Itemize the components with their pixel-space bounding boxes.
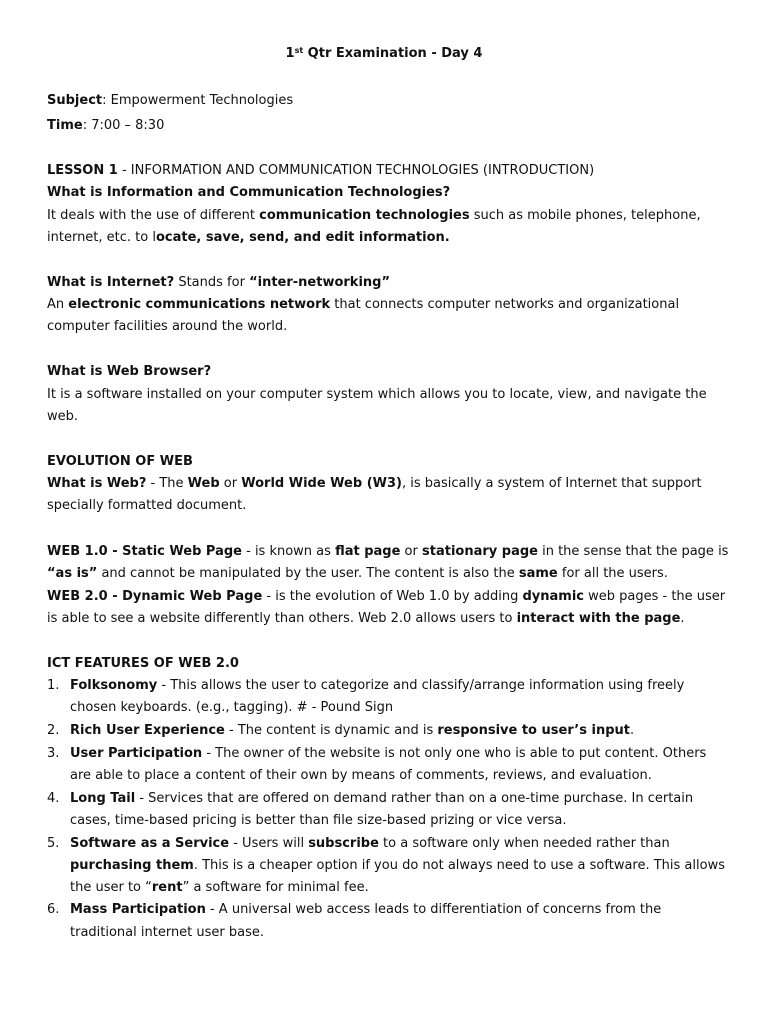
feature-saas-line-3: the user to “rent” a software for minimal fee. bbox=[70, 880, 369, 895]
internet-answer-line-2: computer facilities around the world. bbox=[47, 319, 288, 334]
list-number: 6. bbox=[47, 902, 60, 917]
internet-answer-line-1: An electronic communications network that connects computer networks and organizational bbox=[47, 297, 680, 312]
browser-question: What is Web Browser? bbox=[47, 364, 212, 379]
evolution-heading: EVOLUTION OF WEB bbox=[47, 454, 193, 469]
feature-participation-line-2: are able to place a content of their own by means of comments, reviews, and evaluation. bbox=[70, 768, 652, 783]
internet-question: What is Internet? Stands for “inter-networking” bbox=[47, 275, 390, 290]
feature-long-tail-line-1: Long Tail - Services that are offered on demand rather than on a one-time purchase. In certain bbox=[70, 791, 694, 806]
feature-mass-participation-line-1: Mass Participation - A universal web access leads to differentiation of concerns from the bbox=[70, 902, 662, 917]
feature-long-tail-line-2: cases, time-based pricing is better than file size-based prizing or vice versa. bbox=[70, 813, 567, 828]
web-question-line-1: What is Web? - The Web or World Wide Web (W3), is basically a system of Internet that support bbox=[47, 476, 702, 491]
feature-saas-line-2: purchasing them. This is a cheaper option if you do not always need to use a software. This allows bbox=[70, 858, 725, 873]
browser-answer-line-1: It is a software installed on your computer system which allows you to locate, view, and navigate the bbox=[47, 387, 707, 402]
feature-mass-participation-line-2: traditional internet user base. bbox=[70, 925, 265, 940]
feature-rich-ux: Rich User Experience - The content is dynamic and is responsive to user’s input. bbox=[70, 723, 635, 738]
ict-question: What is Information and Communication Technologies? bbox=[47, 185, 451, 200]
list-number: 3. bbox=[47, 746, 60, 761]
web-question-line-2: specially formatted document. bbox=[47, 498, 247, 513]
web1-line-1: WEB 1.0 - Static Web Page - is known as flat page or stationary page in the sense that the page is bbox=[47, 544, 729, 559]
ict-answer-line-2: internet, etc. to locate, save, send, and edit information. bbox=[47, 230, 450, 245]
page-title: 1st Qtr Examination - Day 4 bbox=[285, 46, 483, 61]
web2-line-2: is able to see a website differently than others. Web 2.0 allows users to interact with the page. bbox=[47, 611, 685, 626]
features-heading: ICT FEATURES OF WEB 2.0 bbox=[47, 656, 239, 671]
list-number: 5. bbox=[47, 836, 60, 851]
feature-saas-line-1: Software as a Service - Users will subscribe to a software only when needed rather than bbox=[70, 836, 670, 851]
feature-folksonomy-line-1: Folksonomy - This allows the user to categorize and classify/arrange information using freely bbox=[70, 678, 685, 693]
lesson-heading: LESSON 1 - INFORMATION AND COMMUNICATION TECHNOLOGIES (INTRODUCTION) bbox=[47, 163, 595, 178]
ict-answer-line-1: It deals with the use of different communication technologies such as mobile phones, telephone, bbox=[47, 208, 701, 223]
list-number: 1. bbox=[47, 678, 60, 693]
list-number: 4. bbox=[47, 791, 60, 806]
feature-folksonomy-line-2: chosen keyboards. (e.g., tagging). # - Pound Sign bbox=[70, 700, 394, 715]
browser-answer-line-2: web. bbox=[47, 409, 79, 424]
time-line: Time: 7:00 – 8:30 bbox=[47, 118, 165, 133]
list-number: 2. bbox=[47, 723, 60, 738]
web1-line-2: “as is” and cannot be manipulated by the user. The content is also the same for all the users. bbox=[47, 566, 668, 581]
feature-participation-line-1: User Participation - The owner of the website is not only one who is able to put content. Others bbox=[70, 746, 707, 761]
web2-line-1: WEB 2.0 - Dynamic Web Page - is the evolution of Web 1.0 by adding dynamic web pages - the user bbox=[47, 589, 726, 604]
subject-line: Subject: Empowerment Technologies bbox=[47, 93, 294, 108]
